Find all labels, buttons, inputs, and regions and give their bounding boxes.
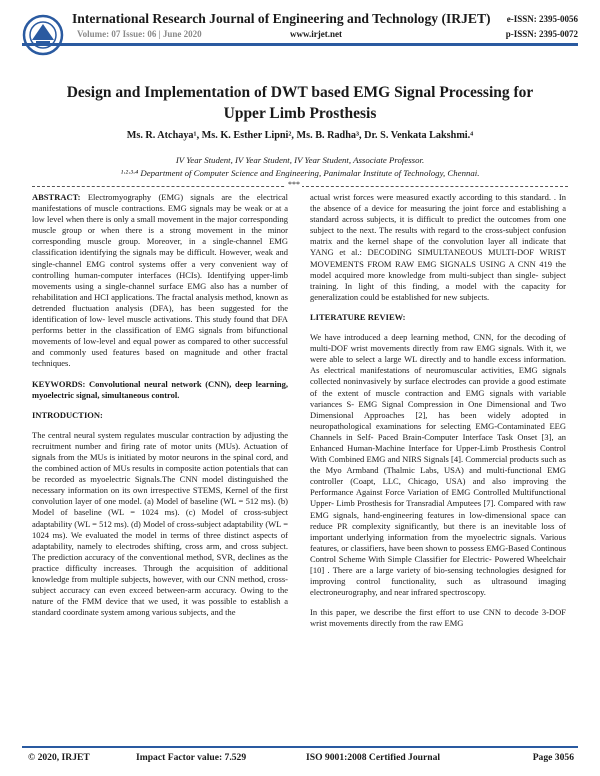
paper-title-line1: Design and Implementation of DWT based EMG Signal Processing for <box>66 84 534 101</box>
pissn: p-ISSN: 2395-0072 <box>505 29 578 39</box>
footer-impact-factor: Impact Factor value: 7.529 <box>136 752 247 763</box>
divider-mark: *** <box>288 180 300 189</box>
journal-website[interactable]: www.irjet.net <box>290 29 342 39</box>
abstract <box>32 192 288 370</box>
journal-title: International Research Journal of Engineering and Technology (IRJET) <box>72 11 491 26</box>
paper-title <box>0 82 600 124</box>
keywords-label: KEYWORDS: <box>32 378 86 389</box>
literature-review-heading: LITERATURE REVIEW: <box>310 311 406 322</box>
irjet-logo-icon <box>22 14 64 56</box>
abstract-text: Electromyography (EMG) signals are the electrical manifestations of muscle contractions. EMG signals may be weak or at a low level when there is only a small movement in the major corresponding muscle group or when there is a strong movement in the minor corresponding muscle group. Moreover, in a single-channel EMG classification identifying the signals may be difficult. However, weak and single-channel EMG control systems offer a very convenient way of controlling human-computer interfaces (HCIs). Identifying upper-limb movements using a single-channel surface EMG also has a number of rehabilitation and HCI applications. The fractal analysis method, known as detrended fluctuation analysis (DFA), has been suggested for the identification of low- level muscle activations. This study found that DFA performs better in the classification of EMG signals from bifunctional movements of low-level and equal power as compared to other successful and commonly used features based on magnitude and other fractal techniques. <box>32 192 288 369</box>
footer-iso: ISO 9001:2008 Certified Journal <box>306 752 441 763</box>
author-affiliation: ¹·²·³·⁴ Department of Computer Science and Engineering, Panimalar Institute of Technology, Chennai. <box>120 168 480 178</box>
eissn: e-ISSN: 2395-0056 <box>506 14 578 24</box>
paper-title-line2: Upper Limb Prosthesis <box>223 105 377 122</box>
left-column <box>32 192 288 742</box>
author-roles: IV Year Student, IV Year Student, IV Year Student, Associate Professor. <box>175 155 425 165</box>
literature-review-paragraph-1: We have introduced a deep learning method, CNN, for the decoding of multi-DOF wrist movements directly from raw EMG signals. With it, we were able to select a large WL directly and to handle excess information. As electrical manifestations of neuromuscular activities, EMG signals collected noninvasively by surface electrodes can provide a good estimate of the extent of muscle contraction and EMG signals with variable variances S- EMG Signal Compression in One Dimensional and Two Dimensional Approaches [2], has been widely adopted in neuropathological examinations for selecting EMG-Contaminated EEG Channels in Self- Paced Brain-Computer Interface Task Onset [3], an Enhanced Human-Machine Interface for Upper-Limb Prosthesis Control With Combined EMG and NIRS Signals [4]. Commercial products such as the Myo Armband (Thalmic Labs, USA) and multi-functional EMG controller (Coapt, LLC, Chicago, USA) and also improving the Performance Against Force Variation of EMG Controlled Multifunctional Upper- Limb Prosthesis for Transradial Amputees [7]. Compared with raw EMG signals, hand-engineering features in low-dimensional space can reduce PR complexity significantly, but there is an inevitable loss of important underlying information from the myoelectric signals. Various features, or classifiers, have been shown to possess EMG-Based Continous Control Scheme With Simple Classifier for Electric- Powered Wheelchair [10] . There are a large variety of bio-sensing technologies designed for improving control functionality, such as ultrasound imaging electroneurography, and near infrared spectroscopy. <box>310 332 566 598</box>
literature-review-paragraph-2: In this paper, we describe the first effort to use CNN to decode 3-DOF wrist movements directly from the raw EMG <box>310 607 566 629</box>
abstract-label: ABSTRACT: <box>32 192 81 202</box>
introduction-continued: actual wrist forces were measured exactly according to this standard. . In the absence of a device for measuring the joint force and establishing a standard across subjects, it is difficult to predict the outcomes from one subject to the next. The results with regard to the cross-subject confusion matrix and the kernel shape of the convolution layer all indicate that YANG et al.: DECODING SIMULTANEOUS MULTI-DOF WRIST MOVEMENTS FROM RAW EMG SIGNALS USING A CNN 419 the model acquired more knowledge from multi-subject than single- subject training. In light of this finding, a model with the capacity for generalization could be established for new subjects. <box>310 192 566 302</box>
journal-header <box>0 0 600 66</box>
introduction-heading: INTRODUCTION: <box>32 409 103 420</box>
page-footer <box>22 752 578 772</box>
footer-rule <box>22 746 578 748</box>
keywords <box>32 379 288 401</box>
footer-page-number: Page 3056 <box>532 752 574 763</box>
footer-copyright: © 2020, IRJET <box>28 752 90 763</box>
journal-issue: Volume: 07 Issue: 06 | June 2020 <box>77 29 202 39</box>
keywords-text: Convolutional neural network (CNN), deep learning, myoelectric signal, simultaneous control. <box>32 378 288 400</box>
introduction-text: The central neural system regulates muscular contraction by adjusting the recruitment number and firing rate of motor units (MUs). Actuation of signals from the MUs is initiated by motor neurons in the spinal cord, and the combined action of MUs results in composite action potentials that can be recorded as myoelectric Signals.The CNN model distinguished the necessary information on its own irrespective STEMS, Kernel of the first convolution layer of one model. (a) Model of baseline (WL = 512 ms). (b) Model of baseline (WL = 1024 ms). (c) Model of cross-subject adaptability (WL = 512 ms). (d) Model of cross-subject adaptability (WL = 1024 ms). We evaluated the model in terms of three distinct aspects of adaptability, namely to electrodes shifting, cross arm, and cross subject. The prediction accuracy of the conventional method, SVR, declines as the practice difficulty increases. Through the acquisition of additional knowledge from multiple subjects, however, with our CNN method, cross-subject accuracy can even exceed between-arm accuracy. Owing to the nature of the FMM device that we used, it was possible to establish a standard coordinate system among various subjects, and the <box>32 429 288 618</box>
author-list: Ms. R. Atchaya¹, Ms. K. Esther Lipni², Ms. B. Radha³, Dr. S. Venkata Lakshmi.⁴ <box>126 130 474 141</box>
header-rule <box>22 43 578 46</box>
right-column <box>310 192 566 742</box>
